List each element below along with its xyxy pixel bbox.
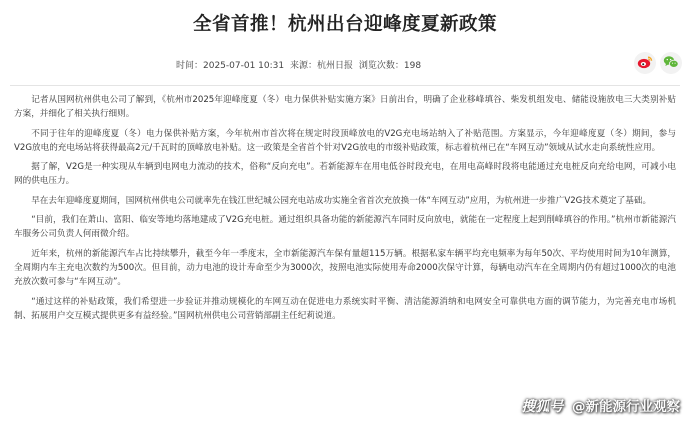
source: 来源：杭州日报 <box>289 61 353 71</box>
article-meta <box>176 58 424 71</box>
watermark-author: @新能源行业观察 <box>572 399 680 415</box>
meta-row <box>0 52 690 76</box>
paragraph: 据了解，V2G是一种实现从车辆到电网电力流动的技术，俗称“反向充电”。若新能源车在用电低谷时段充电，在用电高峰时段将电能通过充电桩反向充给电网，可减小电网的供电压力。 <box>14 162 676 187</box>
article-body <box>14 93 676 328</box>
weibo-icon <box>637 54 653 73</box>
article-title: 全省首推！杭州出台迎峰度夏新政策 <box>192 14 497 35</box>
paragraph: “目前，我们在萧山、富阳、临安等地均落地建成了V2G充电桩。通过组织具备功能的新能源汽车同时反向放电，就能在一定程度上起到削峰填谷的作用。”杭州市新能源汽车服务公司负责人何雨微介绍。 <box>14 215 676 240</box>
share-wechat-button[interactable] <box>660 52 682 74</box>
wechat-icon <box>663 54 679 73</box>
share-buttons <box>634 52 682 74</box>
publish-time: 时间：2025-07-01 10:31 <box>176 61 285 71</box>
sohu-logo: 搜狐号 <box>521 399 564 415</box>
paragraph: 记者从国网杭州供电公司了解到，《杭州市2025年迎峰度夏（冬）电力保供补贴实施方案》日前出台，明确了企业移峰填谷、柴发机组发电、储能设施放电三大类别补贴方案，并细化了相关执行细则。 <box>14 95 676 120</box>
share-weibo-button[interactable] <box>634 52 656 74</box>
divider <box>10 85 680 86</box>
paragraph: 近年来，杭州的新能源汽车占比持续攀升，截至今年一季度末，全市新能源汽车保有量超115万辆。根据私家车辆平均充电频率为每年50次、平均使用时间为10年测算，全周期内车主充电次数约为500次。但目前，动力电池的设计寿命至少为3000次，按照电池实际使用寿命2000次保守计算，每辆电动汽车在全周期内仍有超过1000次的电池充放次数可参与“车网互动”。 <box>14 248 676 288</box>
paragraph: “通过这样的补贴政策，我们希望进一步验证并推动规模化的车网互动在促进电力系统实时平衡、清洁能源消纳和电网安全可靠供电方面的调节能力，为完善充电市场机制、拓展用户交互模式提供更多有益经验。”国网杭州供电公司营销部副主任纪莉说道。 <box>14 296 676 321</box>
watermark <box>521 395 680 416</box>
view-count: 浏览次数：198 <box>358 61 422 71</box>
paragraph: 早在去年迎峰度夏期间，国网杭州供电公司就率先在钱江世纪城公园充电站成功实施全省首次充放换一体“车网互动”应用，为杭州进一步推广V2G技术奠定了基础。 <box>31 195 652 206</box>
paragraph: 不同于往年的迎峰度夏（冬）电力保供补贴方案，今年杭州市首次将在规定时段顶峰放电的V2G充电场站纳入了补贴范围。方案显示，今年迎峰度夏（冬）期间，参与V2G放电的充电场站将获得最高2元/千瓦时的顶峰放电补贴。这一政策是全省首个针对V2G放电的市级补贴政策，标志着杭州已在“车网互动”领域从试水走向系统性应用。 <box>14 128 676 153</box>
